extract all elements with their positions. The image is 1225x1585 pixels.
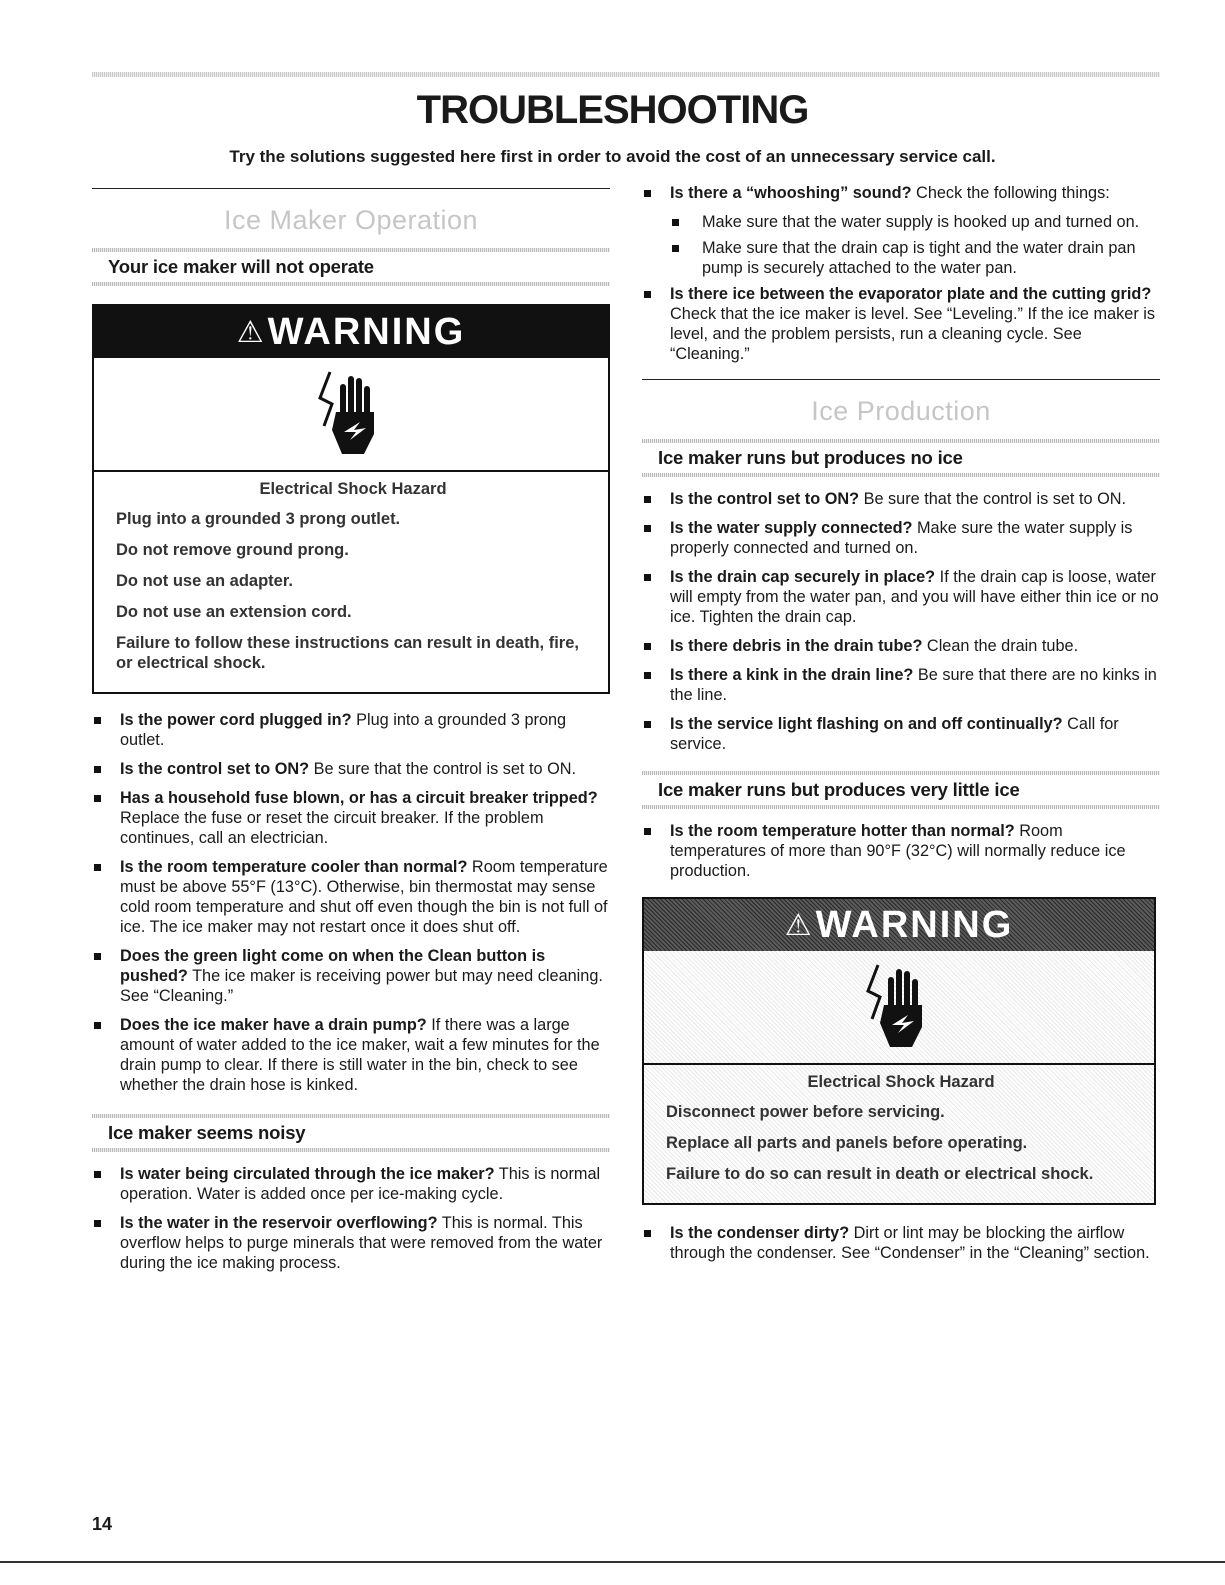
right-column [642, 183, 1160, 1272]
warning-header [94, 306, 608, 358]
list-item: Is the drain cap securely in place? If the drain cap is loose, water will empty from the water pan, and you will have either thin ice or no ice. Tighten the drain cap. [642, 567, 1160, 627]
section-title: Ice Production [811, 396, 991, 426]
warning-line: Failure to do so can result in death or electrical shock. [666, 1165, 1094, 1183]
subsection-title: Ice maker runs but produces no ice [658, 447, 963, 468]
list-item: Is the room temperature hotter than normal? Room temperatures of more than 90°F (32°C) will normally reduce ice production. [642, 821, 1160, 881]
warning-line: Disconnect power before servicing. [666, 1103, 945, 1121]
dotted-rule [642, 771, 1160, 775]
section-header-ice-maker-operation [92, 188, 610, 236]
warning-line: Do not use an adapter. [116, 572, 293, 590]
hazard-title: Electrical Shock Hazard [259, 480, 447, 498]
noisy-checklist [92, 1164, 610, 1273]
hazard-title: Electrical Shock Hazard [807, 1073, 995, 1091]
warning-icon-area [94, 358, 608, 472]
list-item: Is the control set to ON? Be sure that the control is set to ON. [642, 489, 1160, 509]
warning-body [644, 1065, 1154, 1203]
section-title: Ice Maker Operation [223, 205, 479, 235]
list-item: Is the service light flashing on and off continually? Call for service. [642, 714, 1160, 754]
list-item: Does the green light come on when the Clean button is pushed? The ice maker is receiving power but may need cleaning. See “Cleaning.” [92, 946, 610, 1006]
warning-label: WARNING [815, 904, 1014, 946]
warning-box [642, 897, 1156, 1205]
list-item: Is there a “whooshing” sound? Check the following things: [642, 183, 1160, 203]
warning-body [94, 472, 608, 692]
whoosh-checklist [642, 183, 1160, 203]
list-item: Is water being circulated through the ice maker? This is normal operation. Water is added once per ice-making cycle. [92, 1164, 610, 1204]
warning-label: WARNING [267, 311, 466, 353]
dotted-rule [92, 282, 610, 286]
no-ice-checklist [642, 489, 1160, 754]
operate-checklist [92, 710, 610, 1095]
warning-line: Replace all parts and panels before operating. [666, 1134, 1028, 1152]
bottom-rule [0, 1561, 1225, 1563]
page-subtitle: Try the solutions suggested here first in order to avoid the cost of an unnecessary service call. [229, 147, 996, 166]
warning-line: Do not remove ground prong. [116, 541, 349, 559]
list-item: Make sure that the drain cap is tight and the water drain pan pump is securely attached to the water pan. [670, 238, 1160, 278]
subsection-title: Your ice maker will not operate [108, 256, 374, 277]
list-item: Does the ice maker have a drain pump? If there was a large amount of water added to the ice maker, wait a few minutes for the drain pump to clear. If there is still water in the bin, check to see whether the drain hose is kinked. [92, 1015, 610, 1095]
list-item: Is the water supply connected? Make sure the water supply is properly connected and turned on. [642, 518, 1160, 558]
warning-line: Failure to follow these instructions can result in death, fire, or electrical shock. [116, 634, 579, 672]
warning-triangle-icon: ⚠ [784, 909, 814, 942]
list-item: Is the room temperature cooler than normal? Room temperature must be above 55°F (13°C). Otherwise, bin thermostat may sense cold room temperature and shut off even though the bin is not full of ice. The ice maker may not restart once it does shut off. [92, 857, 610, 937]
top-dotted-rule [92, 72, 1160, 77]
warning-triangle-icon: ⚠ [236, 316, 266, 349]
dotted-rule [642, 439, 1160, 443]
electrical-shock-hand-icon [864, 957, 934, 1053]
list-item: Is there debris in the drain tube? Clean the drain tube. [642, 636, 1160, 656]
list-item: Has a household fuse blown, or has a circuit breaker tripped? Replace the fuse or reset the circuit breaker. If the problem continues, call an electrician. [92, 788, 610, 848]
section-header-ice-production [642, 379, 1160, 427]
page-title: TROUBLESHOOTING [416, 88, 809, 132]
electrical-shock-hand-icon [316, 364, 386, 460]
left-column [92, 188, 610, 1282]
subsection-title: Ice maker runs but produces very little ice [658, 779, 1020, 800]
list-item: Is the water in the reservoir overflowing? This is normal. This overflow helps to purge minerals that were removed from the water during the ice making process. [92, 1213, 610, 1273]
list-item: Is the control set to ON? Be sure that the control is set to ON. [92, 759, 610, 779]
warning-header [644, 899, 1154, 951]
list-item: Is there ice between the evaporator plate and the cutting grid? Check that the ice maker is level. See “Leveling.” If the ice maker is level, and the problem persists, run a cleaning cycle. See “Cleaning.” [642, 284, 1160, 364]
page-number: 14 [92, 1514, 113, 1534]
evaporator-checklist [642, 284, 1160, 364]
warning-line: Plug into a grounded 3 prong outlet. [116, 510, 401, 528]
list-item: Is the condenser dirty? Dirt or lint may be blocking the airflow through the condenser. See “Condenser” in the “Cleaning” section. [642, 1223, 1160, 1263]
warning-line: Do not use an extension cord. [116, 603, 352, 621]
dotted-rule [92, 1114, 610, 1118]
warning-icon-area [644, 951, 1154, 1065]
list-item: Is the power cord plugged in? Plug into a grounded 3 prong outlet. [92, 710, 610, 750]
dotted-rule [92, 248, 610, 252]
subsection-title: Ice maker seems noisy [108, 1122, 306, 1143]
list-item: Make sure that the water supply is hooked up and turned on. [670, 212, 1160, 232]
list-item: Is there a kink in the drain line? Be sure that there are no kinks in the line. [642, 665, 1160, 705]
warning-box [92, 304, 610, 694]
condenser-checklist [642, 1223, 1160, 1263]
little-ice-checklist [642, 821, 1160, 881]
whoosh-sub-checklist [670, 212, 1160, 278]
